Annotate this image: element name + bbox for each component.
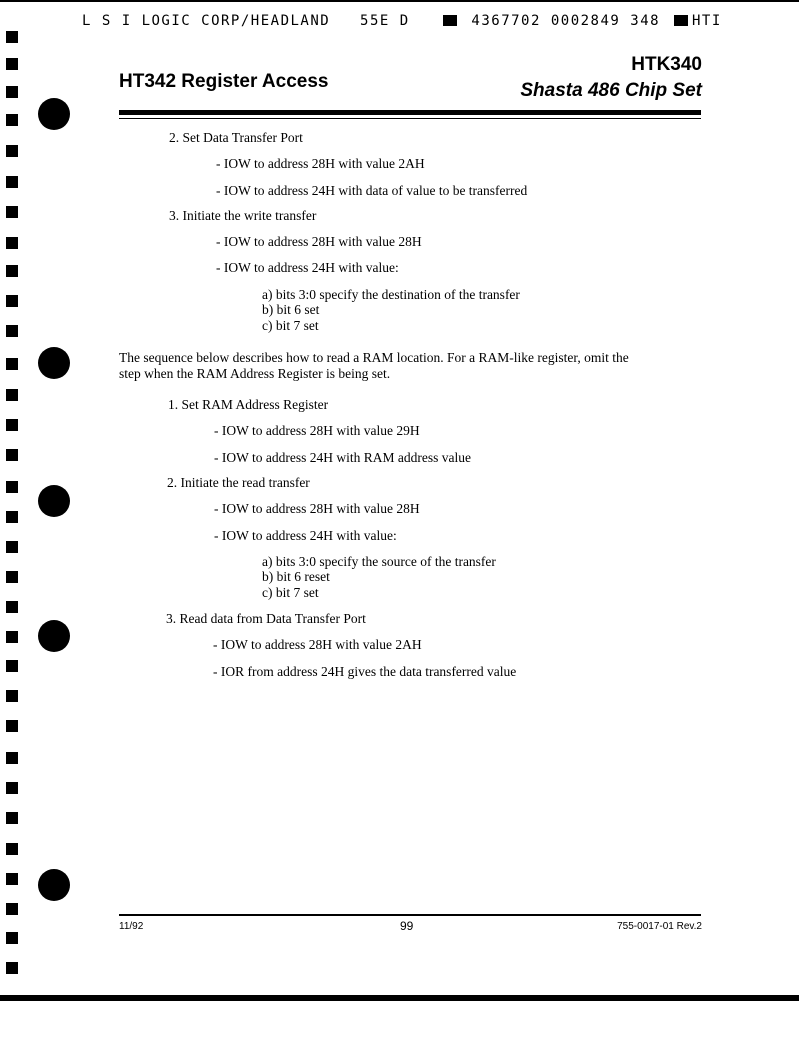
step-item: - IOW to address 28H with value 29H — [214, 423, 420, 438]
paragraph-line: The sequence below describes how to read a RAM location. For a RAM-like register, omit the — [119, 350, 629, 365]
margin-square — [6, 265, 18, 277]
margin-square — [6, 389, 18, 401]
step-heading: 3. Read data from Data Transfer Port — [166, 611, 366, 626]
step-item: - IOW to address 28H with value 2AH — [216, 156, 425, 171]
product-code: HTK340 — [631, 54, 702, 75]
margin-square — [6, 690, 18, 702]
header-rule-thin — [119, 118, 701, 119]
margin-square — [6, 114, 18, 126]
scan-edge-bottom — [0, 995, 799, 1001]
margin-square — [6, 176, 18, 188]
stamp-company: L S I LOGIC CORP/HEADLAND — [82, 13, 331, 29]
margin-square — [6, 31, 18, 43]
margin-square — [6, 660, 18, 672]
step-item: - IOW to address 24H with RAM address value — [214, 450, 471, 465]
sub-item: c) bit 7 set — [262, 318, 319, 333]
footer-date: 11/92 — [119, 921, 144, 932]
stamp-code: 55E D — [360, 13, 410, 29]
margin-square — [6, 145, 18, 157]
paragraph-line: step when the RAM Address Register is being set. — [119, 366, 391, 381]
scan-edge-top — [0, 0, 799, 2]
punch-hole — [38, 620, 70, 652]
punch-hole — [38, 485, 70, 517]
margin-square — [6, 58, 18, 70]
step-item: - IOW to address 24H with value: — [216, 260, 399, 275]
punch-hole — [38, 869, 70, 901]
margin-square — [6, 511, 18, 523]
step-item: - IOW to address 28H with value 2AH — [213, 637, 422, 652]
step-heading: 3. Initiate the write transfer — [169, 208, 317, 223]
punch-hole — [38, 98, 70, 130]
step-item: - IOW to address 28H with value 28H — [214, 501, 420, 516]
scan-stamp — [82, 13, 722, 29]
margin-square — [6, 449, 18, 461]
margin-square — [6, 601, 18, 613]
step-item: - IOW to address 24H with value: — [214, 528, 397, 543]
margin-square — [6, 903, 18, 915]
margin-square — [6, 720, 18, 732]
margin-square — [6, 932, 18, 944]
margin-square — [6, 481, 18, 493]
stamp-block — [674, 15, 688, 26]
sub-item: b) bit 6 reset — [262, 569, 330, 584]
step-item: - IOW to address 24H with data of value to be transferred — [216, 183, 528, 198]
page-title: HT342 Register Access — [119, 71, 329, 92]
margin-square — [6, 631, 18, 643]
margin-square — [6, 541, 18, 553]
margin-square — [6, 782, 18, 794]
margin-square — [6, 812, 18, 824]
margin-square — [6, 419, 18, 431]
margin-square — [6, 752, 18, 764]
margin-square — [6, 86, 18, 98]
sub-item: a) bits 3:0 specify the source of the transfer — [262, 554, 496, 569]
header-rule — [119, 110, 701, 115]
sub-item: b) bit 6 set — [262, 302, 320, 317]
margin-square — [6, 962, 18, 974]
page-number: 99 — [400, 919, 414, 933]
margin-square — [6, 237, 18, 249]
stamp-block — [443, 15, 457, 26]
stamp-number: 4367702 0002849 348 — [471, 13, 661, 29]
step-heading: 1. Set RAM Address Register — [168, 397, 329, 412]
step-item: - IOW to address 28H with value 28H — [216, 234, 422, 249]
margin-square — [6, 206, 18, 218]
footer-rule — [119, 914, 701, 916]
sub-item: c) bit 7 set — [262, 585, 319, 600]
step-item: - IOR from address 24H gives the data transferred value — [213, 664, 517, 679]
margin-square — [6, 325, 18, 337]
step-heading: 2. Set Data Transfer Port — [169, 130, 303, 145]
punch-hole — [38, 347, 70, 379]
stamp-suffix: HTI — [692, 13, 722, 29]
margin-square — [6, 571, 18, 583]
margin-square — [6, 843, 18, 855]
product-subtitle: Shasta 486 Chip Set — [520, 80, 702, 101]
margin-square — [6, 873, 18, 885]
document-number: 755-0017-01 Rev.2 — [617, 921, 702, 932]
margin-square — [6, 295, 18, 307]
sub-item: a) bits 3:0 specify the destination of the transfer — [262, 287, 520, 302]
margin-square — [6, 358, 18, 370]
step-heading: 2. Initiate the read transfer — [167, 475, 310, 490]
